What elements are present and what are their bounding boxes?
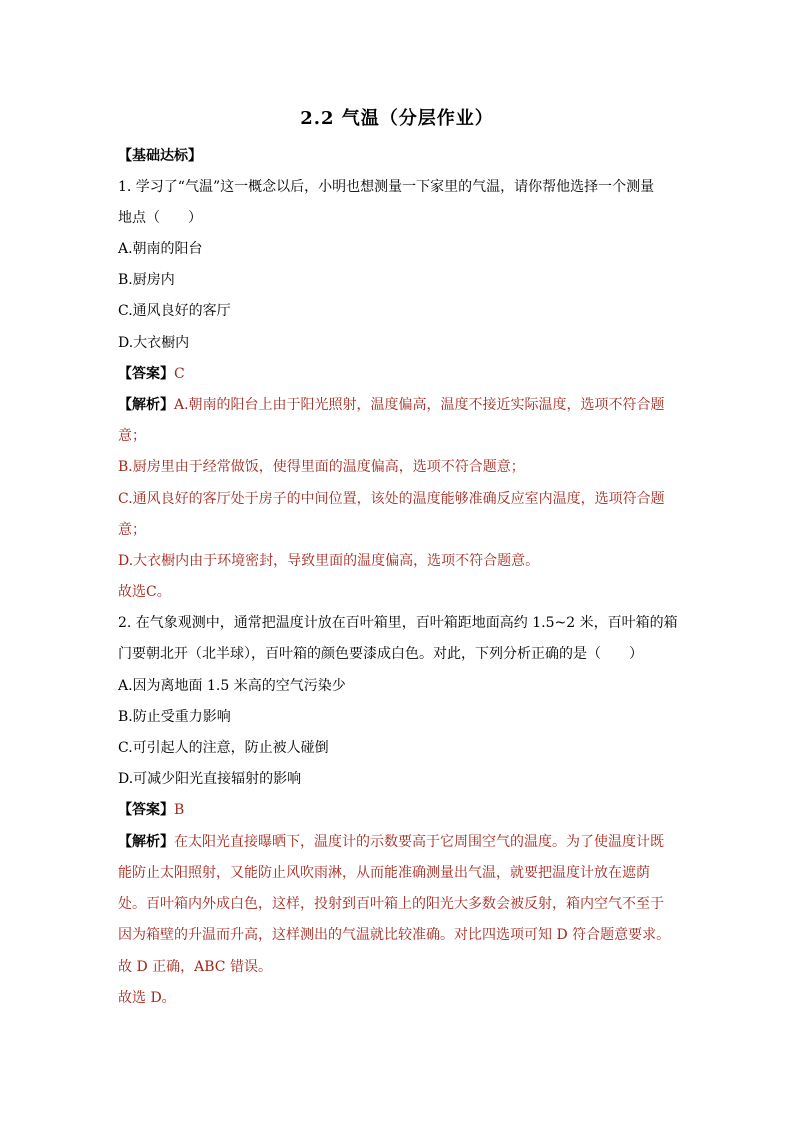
q2-option-c: C.可引起人的注意，防止被人碰倒 xyxy=(118,740,329,756)
q1-analysis-line-3: B.厨房里由于经常做饭，使得里面的温度偏高，选项不符合题意； xyxy=(118,459,525,475)
section-heading: 【基础达标】 xyxy=(118,148,202,164)
q1-conclusion: 故选C。 xyxy=(118,584,171,600)
q2-analysis-line-4: 因为箱壁的升温而升高，这样测出的气温就比较准确。对比四选项可知 D 符合题意要求。 xyxy=(118,927,671,943)
q1-analysis-line-4: C.通风良好的客厅处于房子的中间位置，该处的温度能够准确反应室内温度，选项符合题 xyxy=(118,491,665,507)
q2-analysis-line-2: 能防止太阳照射，又能防止风吹雨淋，从而能准确测量出气温，就要把温度计放在遮荫 xyxy=(118,865,650,881)
q2-stem-line-2: 门要朝北开（北半球），百叶箱的颜色要漆成白色。对此，下列分析正确的是（ ） xyxy=(118,646,643,662)
q2-analysis-line-3: 处。百叶箱内外成白色，这样，投射到百叶箱上的阳光大多数会被反射，箱内空气不至于 xyxy=(118,896,664,912)
q2-answer xyxy=(118,800,688,820)
q2-stem-line-1: 2. 在气象观测中，通常把温度计放在百叶箱里，百叶箱距地面高约 1.5~2 米，百叶箱的箱 xyxy=(118,615,678,631)
q2-analysis-label: 【解析】 xyxy=(118,834,174,850)
q2-analysis-line-1 xyxy=(118,832,688,852)
q2-option-d: D.可减少阳光直接辐射的影响 xyxy=(118,771,302,787)
q1-option-c: C.通风良好的客厅 xyxy=(118,303,231,319)
q2-analysis-line-5: 故 D 正确，ABC 错误。 xyxy=(118,959,272,975)
q2-option-a: A.因为离地面 1.5 米高的空气污染少 xyxy=(118,678,346,694)
page-title: 2.2 气温（分层作业） xyxy=(300,108,494,129)
q1-answer-value: C xyxy=(174,366,185,382)
q1-analysis-line-6: D.大衣橱内由于环境密封，导致里面的温度偏高，选项不符合题意。 xyxy=(118,553,540,569)
q1-analysis-line-5: 意； xyxy=(118,522,146,538)
q2-answer-value: B xyxy=(174,802,185,818)
q2-conclusion: 故选 D。 xyxy=(118,990,176,1006)
q1-analysis-text-1: A.朝南的阳台上由于阳光照射，温度偏高，温度不接近实际温度，选项不符合题 xyxy=(174,397,665,413)
q1-analysis-line-2: 意； xyxy=(118,428,146,444)
q1-stem-line-1: 1. 学习了“气温”这一概念以后，小明也想测量一下家里的气温，请你帮他选择一个测量 xyxy=(118,179,655,195)
q2-answer-label: 【答案】 xyxy=(118,802,174,818)
q1-option-a: A.朝南的阳台 xyxy=(118,241,203,257)
q1-answer xyxy=(118,364,688,384)
q1-stem-line-2: 地点（ ） xyxy=(118,210,202,226)
q1-analysis-label: 【解析】 xyxy=(118,397,174,413)
q2-option-b: B.防止受重力影响 xyxy=(118,709,231,725)
q1-option-d: D.大衣橱内 xyxy=(118,335,190,351)
q1-analysis-line-1 xyxy=(118,395,688,415)
q2-analysis-text-1: 在太阳光直接曝晒下，温度计的示数要高于它周围空气的温度。为了使温度计既 xyxy=(174,834,664,850)
q1-option-b: B.厨房内 xyxy=(118,272,175,288)
q1-answer-label: 【答案】 xyxy=(118,366,174,382)
